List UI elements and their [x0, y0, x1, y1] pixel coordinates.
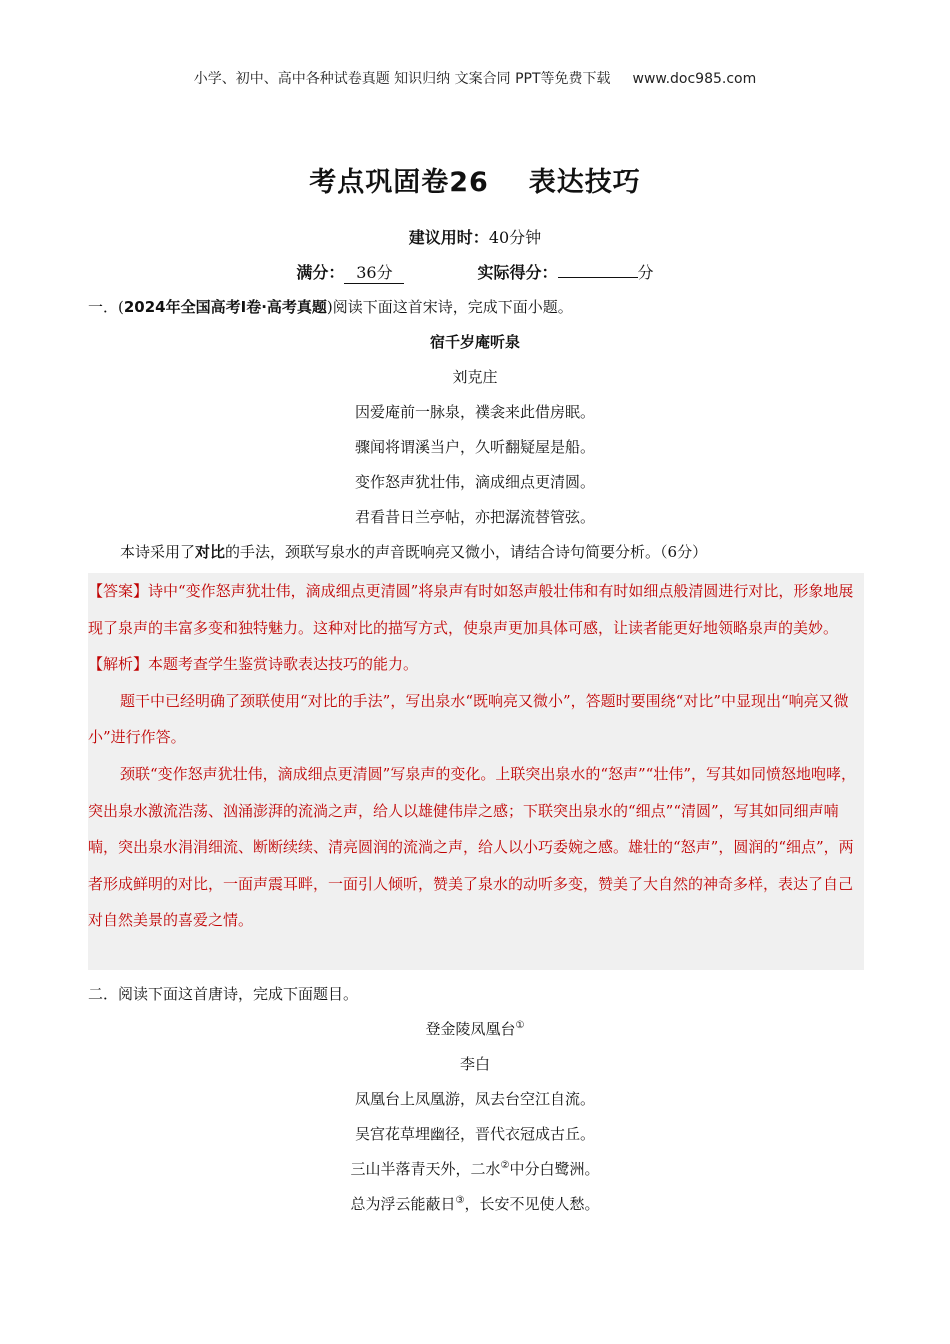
q2-poem-line: [0, 1158, 950, 1179]
actual-score-blank[interactable]: [558, 277, 638, 278]
q2-prompt: 阅读下面这首唐诗，完成下面题目。: [118, 985, 359, 1003]
q1-poem-line: 变作怒声犹壮伟，滴成细点更清圆。: [354, 473, 595, 491]
actual-score-label: 实际得分：: [477, 263, 558, 282]
q2-number: 二．: [88, 985, 119, 1003]
full-score: [296, 260, 404, 284]
q1-question-pre: 本诗采用了: [120, 543, 196, 561]
q1-poem-line: 骤闻将谓溪当户，久听翻疑屋是船。: [354, 438, 595, 456]
header-site-link[interactable]: www.doc985.com: [632, 71, 757, 87]
q1-poem-line: 君看昔日兰亭帖，亦把潺流替管弦。: [354, 508, 595, 526]
actual-score: [478, 260, 654, 283]
analysis-paragraph-2: 题干中已经明确了颈联使用“对比的手法”，写出泉水“既响亮又微小”，答题时要围绕“对比”中显现出“响亮又微小”进行作答。: [88, 691, 849, 747]
q1-poem-title: 宿千岁庵听泉: [429, 333, 520, 351]
q2-poem-line: 凤凰台上凤凰游，凤去台空江自流。: [354, 1090, 595, 1108]
analysis-paragraph: [88, 646, 864, 683]
page-title: [0, 160, 950, 199]
analysis-text: 本题考查学生鉴赏诗歌表达技巧的能力。: [148, 655, 419, 674]
full-score-value: 36分: [344, 260, 404, 284]
actual-score-unit: 分: [637, 263, 654, 282]
q1-prompt: 阅读下面这首宋诗，完成下面小题。: [332, 298, 573, 316]
q2-line4-b: ，长安不见使人愁。: [464, 1195, 600, 1213]
q1-paren-open: (: [118, 298, 124, 316]
q1-question: [88, 541, 868, 562]
q1-source: 2024年全国高考Ⅰ卷·高考真题: [123, 298, 327, 316]
q1-poem-line: 因爱庵前一脉泉，襆衾来此借房眠。: [354, 403, 595, 421]
time-value: 40分钟: [488, 228, 542, 247]
footnote-marker: ③: [455, 1195, 465, 1206]
q2-poem-line: 吴宫花草埋幽径，晋代衣冠成古丘。: [354, 1125, 595, 1143]
title-left: 考点巩固卷26: [309, 167, 489, 198]
footnote-marker: ①: [515, 1020, 525, 1031]
q2-poem-title: [0, 1018, 950, 1039]
analysis-paragraph-3: 颈联“变作怒声犹壮伟，滴成细点更清圆”写泉声的变化。上联突出泉水的“怒声”“壮伟”，写其如同愤怒地咆哮，突出泉水激流浩荡、汹涌澎湃的流淌之声，给人以雄健伟岸之感；下联突出泉水的“细点”“清圆”，写其如同细声喃喃，突出泉水涓涓细流、断断续续、清亮圆润的流淌之声，给人以小巧委婉之感。雄壮的“怒声”，圆润的“细点”，两者形成鲜明的对比，一面声震耳畔，一面引人倾听，赞美了泉水的动听多变，赞美了大自然的神奇多样，表达了自己对自然美景的喜爱之情。: [88, 764, 857, 930]
q1-question-bold: 对比: [195, 543, 226, 561]
q2-poem-title-text: 登金陵凤凰台: [425, 1020, 516, 1038]
answer-label: 【答案】: [88, 582, 149, 600]
answer-text: 诗中“变作怒声犹壮伟，滴成细点更清圆”将泉声有时如怒声般壮伟和有时如细点般清圆进行对比，形象地展现了泉声的丰富多变和独特魅力。这种对比的描写方式，使泉声更加具体可感，让读者能更好地领略泉声的美妙。: [88, 582, 854, 637]
q1-number: 一．: [88, 298, 119, 316]
title-right: 表达技巧: [528, 167, 641, 198]
page-header: [0, 68, 950, 88]
question-1-heading: [88, 296, 868, 317]
time-label: 建议用时：: [408, 228, 489, 247]
question-2-heading: [88, 983, 868, 1004]
q1-question-post: 的手法，颈联写泉水的声音既响亮又微小，请结合诗句简要分析。（6分）: [225, 543, 708, 561]
header-text: 小学、初中、高中各种试卷真题 知识归纳 文案合同 PPT等免费下载: [193, 71, 611, 87]
q2-line3-a: 三山半落青天外，二水: [350, 1160, 501, 1178]
answer-analysis-box: [88, 573, 864, 970]
analysis-label: 【解析】: [88, 655, 149, 674]
answer-paragraph: [88, 573, 864, 646]
q2-line3-b: 中分白鹭洲。: [509, 1160, 600, 1178]
q1-poem-author: 刘克庄: [452, 368, 498, 386]
full-score-label: 满分：: [296, 263, 345, 282]
q2-line4-a: 总为浮云能蔽日: [350, 1195, 456, 1213]
q2-poem-author: 李白: [459, 1055, 490, 1073]
q1-paren-close: ): [326, 298, 333, 316]
footnote-marker: ②: [500, 1160, 510, 1171]
score-line: [0, 260, 950, 284]
suggested-time: [0, 225, 950, 248]
q2-poem-line: [0, 1193, 950, 1214]
